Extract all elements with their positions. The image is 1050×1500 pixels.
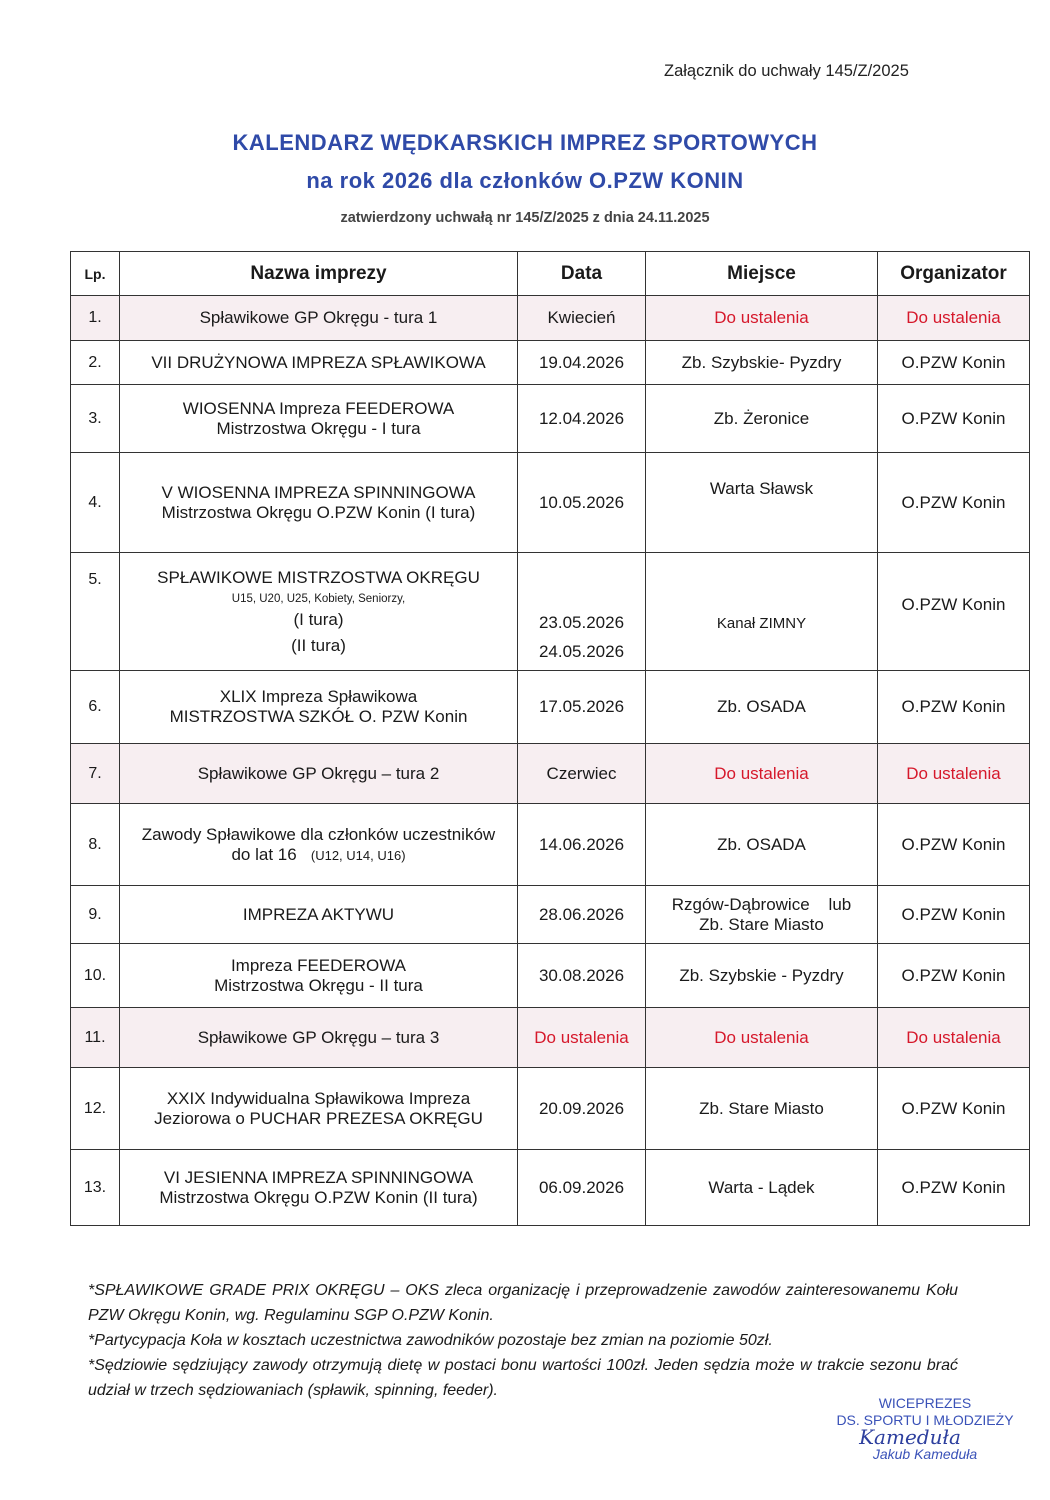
row-name-line: XLIX Impreza Spławikowa <box>219 687 418 706</box>
row-name: IMPREZA AKTYWU <box>120 886 518 944</box>
row-name <box>120 453 518 553</box>
table-row <box>71 671 1030 744</box>
table-row <box>71 944 1030 1008</box>
row-name <box>120 671 518 744</box>
row-organizer: O.PZW Konin <box>878 553 1030 671</box>
table-row <box>71 744 1030 804</box>
row-place-line: Rzgów-Dąbrowice lub <box>671 894 852 914</box>
table-row <box>71 804 1030 886</box>
row-date: Czerwiec <box>518 744 646 804</box>
row-organizer: O.PZW Konin <box>878 1150 1030 1226</box>
row-name-line: VI JESIENNA IMPREZA SPINNINGOWA <box>163 1167 474 1187</box>
table-row <box>71 1068 1030 1150</box>
approval-line: zatwierdzony uchwałą nr 145/Z/2025 z dnia 24.11.2025 <box>340 210 710 226</box>
row-organizer: Do ustalenia <box>878 744 1030 804</box>
row-place: Kanał ZIMNY <box>646 553 878 671</box>
row-place: Warta - Lądek <box>646 1150 878 1226</box>
row-place: Zb. Szybskie- Pyzdry <box>646 341 878 385</box>
row-lp: 2. <box>71 341 120 385</box>
row-place: Zb. OSADA <box>646 671 878 744</box>
handwritten-signature: Kameduła <box>859 1425 961 1449</box>
document-subtitle: na rok 2026 dla członków O.PZW KONIN <box>306 168 744 193</box>
row-name-line: (II tura) <box>291 635 346 655</box>
row-place: Do ustalenia <box>646 1008 878 1068</box>
row-name-line: SPŁAWIKOWE MISTRZOSTWA OKRĘGU <box>157 567 480 587</box>
row-lp: 4. <box>71 453 120 553</box>
row-name-line: Zawody Spławikowe dla członków uczestników <box>141 824 496 844</box>
row-organizer: O.PZW Konin <box>878 453 1030 553</box>
row-date <box>518 553 646 671</box>
row-organizer: O.PZW Konin <box>878 385 1030 453</box>
row-name-line: Jeziorowa o PUCHAR PREZESA OKRĘGU <box>154 1108 483 1128</box>
signature-stamp <box>820 1395 1030 1463</box>
row-lp: 13. <box>71 1150 120 1226</box>
row-name-line <box>124 845 513 865</box>
row-date: 20.09.2026 <box>518 1068 646 1150</box>
row-name-line: XXIX Indywidualna Spławikowa Impreza <box>166 1088 471 1108</box>
row-organizer: Do ustalenia <box>878 1008 1030 1068</box>
footnote: *SPŁAWIKOWE GRADE PRIX OKRĘGU – OKS zleca organizację i przeprowadzenie zawodów zainteresowanemu Kołu PZW Okręgu Konin, wg. Regulaminu SGP O.PZW Konin. <box>88 1282 958 1324</box>
row-lp: 10. <box>71 944 120 1008</box>
row-organizer: O.PZW Konin <box>878 341 1030 385</box>
row-name <box>120 944 518 1008</box>
row-lp: 11. <box>71 1008 120 1068</box>
row-name-line: MISTRZOSTWA SZKÓŁ O. PZW Konin <box>169 707 468 726</box>
row-lp: 12. <box>71 1068 120 1150</box>
row-date: 10.05.2026 <box>518 453 646 553</box>
row-name: Spławikowe GP Okręgu - tura 1 <box>120 296 518 341</box>
row-place: Zb. OSADA <box>646 804 878 886</box>
row-name: VII DRUŻYNOWA IMPREZA SPŁAWIKOWA <box>120 341 518 385</box>
row-place: Zb. Szybskie - Pyzdry <box>646 944 878 1008</box>
row-name-line: WIOSENNA Impreza FEEDEROWA <box>182 398 455 418</box>
row-name-line: Mistrzostwa Okręgu - II tura <box>214 975 423 995</box>
row-organizer: O.PZW Konin <box>878 804 1030 886</box>
row-date: 06.09.2026 <box>518 1150 646 1226</box>
row-place: Do ustalenia <box>646 744 878 804</box>
footnote: *Sędziowie sędziujący zawody otrzymują dietę w postaci bonu wartości 100zł. Jeden sędzia może w trakcie sezonu brać udział w trzech sędziowaniach (spławik, spinning, feeder). <box>88 1357 958 1399</box>
row-place <box>646 886 878 944</box>
stamp-line: DS. SPORTU I MŁODZIEŻY <box>836 1412 1014 1428</box>
row-lp: 6. <box>71 671 120 744</box>
header-lp: Lp. <box>71 252 120 296</box>
row-date: Do ustalenia <box>518 1008 646 1068</box>
row-organizer: Do ustalenia <box>878 296 1030 341</box>
row-name: Spławikowe GP Okręgu – tura 3 <box>120 1008 518 1068</box>
header-place: Miejsce <box>646 252 878 296</box>
table-row <box>71 1150 1030 1226</box>
header-date: Data <box>518 252 646 296</box>
row-place-line: Zb. Stare Miasto <box>699 914 824 934</box>
row-organizer: O.PZW Konin <box>878 886 1030 944</box>
row-lp: 3. <box>71 385 120 453</box>
stamp-line: WICEPREZES <box>878 1395 972 1411</box>
row-name-line: Impreza FEEDEROWA <box>230 955 407 975</box>
row-organizer: O.PZW Konin <box>878 671 1030 744</box>
row-place: Warta Sławsk <box>646 453 878 553</box>
header-name: Nazwa imprezy <box>120 252 518 296</box>
row-date: 19.04.2026 <box>518 341 646 385</box>
row-name <box>120 1068 518 1150</box>
table-row <box>71 385 1030 453</box>
row-lp: 1. <box>71 296 120 341</box>
row-date: 17.05.2026 <box>518 671 646 744</box>
row-name-line: Mistrzostwa Okręgu O.PZW Konin (II tura) <box>159 1187 478 1207</box>
row-name-line: Mistrzostwa Okręgu O.PZW Konin (I tura) <box>161 502 476 522</box>
table-row <box>71 553 1030 671</box>
row-place: Zb. Żeronice <box>646 385 878 453</box>
row-organizer: O.PZW Konin <box>878 1068 1030 1150</box>
table-row <box>71 886 1030 944</box>
row-place: Zb. Stare Miasto <box>646 1068 878 1150</box>
row-date: 12.04.2026 <box>518 385 646 453</box>
row-lp: 5. <box>71 553 120 671</box>
row-name-part: (U12, U14, U16) <box>310 847 406 863</box>
attachment-note: Załącznik do uchwały 145/Z/2025 <box>664 62 909 80</box>
table-row <box>71 341 1030 385</box>
stamp-name: Jakub Kameduła <box>872 1446 978 1462</box>
row-name <box>120 1150 518 1226</box>
row-date: 14.06.2026 <box>518 804 646 886</box>
footnote: *Partycypacja Koła w kosztach uczestnictwa zawodników pozostaje bez zmian na poziomie 50zł. <box>88 1332 773 1349</box>
row-lp: 7. <box>71 744 120 804</box>
table-row <box>71 296 1030 341</box>
row-date: 30.08.2026 <box>518 944 646 1008</box>
row-name-line: Mistrzostwa Okręgu - I tura <box>216 418 421 438</box>
row-lp: 8. <box>71 804 120 886</box>
table-header-row <box>71 252 1030 296</box>
events-table <box>70 251 1030 1226</box>
row-name-part: do lat 16 <box>231 844 297 864</box>
row-date-line: 24.05.2026 <box>538 642 625 661</box>
row-organizer: O.PZW Konin <box>878 944 1030 1008</box>
row-date: Kwiecień <box>518 296 646 341</box>
row-name-line: V WIOSENNA IMPREZA SPINNINGOWA <box>161 482 476 502</box>
row-name <box>120 553 518 671</box>
row-name-line: U15, U20, U25, Kobiety, Seniorzy, <box>231 592 406 605</box>
row-lp: 9. <box>71 886 120 944</box>
row-name-line: (I tura) <box>293 609 344 629</box>
footnotes <box>88 1278 958 1403</box>
table-row <box>71 453 1030 553</box>
row-date-line: 23.05.2026 <box>538 613 625 632</box>
row-name <box>120 804 518 886</box>
row-place: Do ustalenia <box>646 296 878 341</box>
table-row <box>71 1008 1030 1068</box>
row-name <box>120 385 518 453</box>
document-title: KALENDARZ WĘDKARSKICH IMPREZ SPORTOWYCH <box>232 130 818 155</box>
row-date: 28.06.2026 <box>518 886 646 944</box>
row-name: Spławikowe GP Okręgu – tura 2 <box>120 744 518 804</box>
header-organizer: Organizator <box>878 252 1030 296</box>
